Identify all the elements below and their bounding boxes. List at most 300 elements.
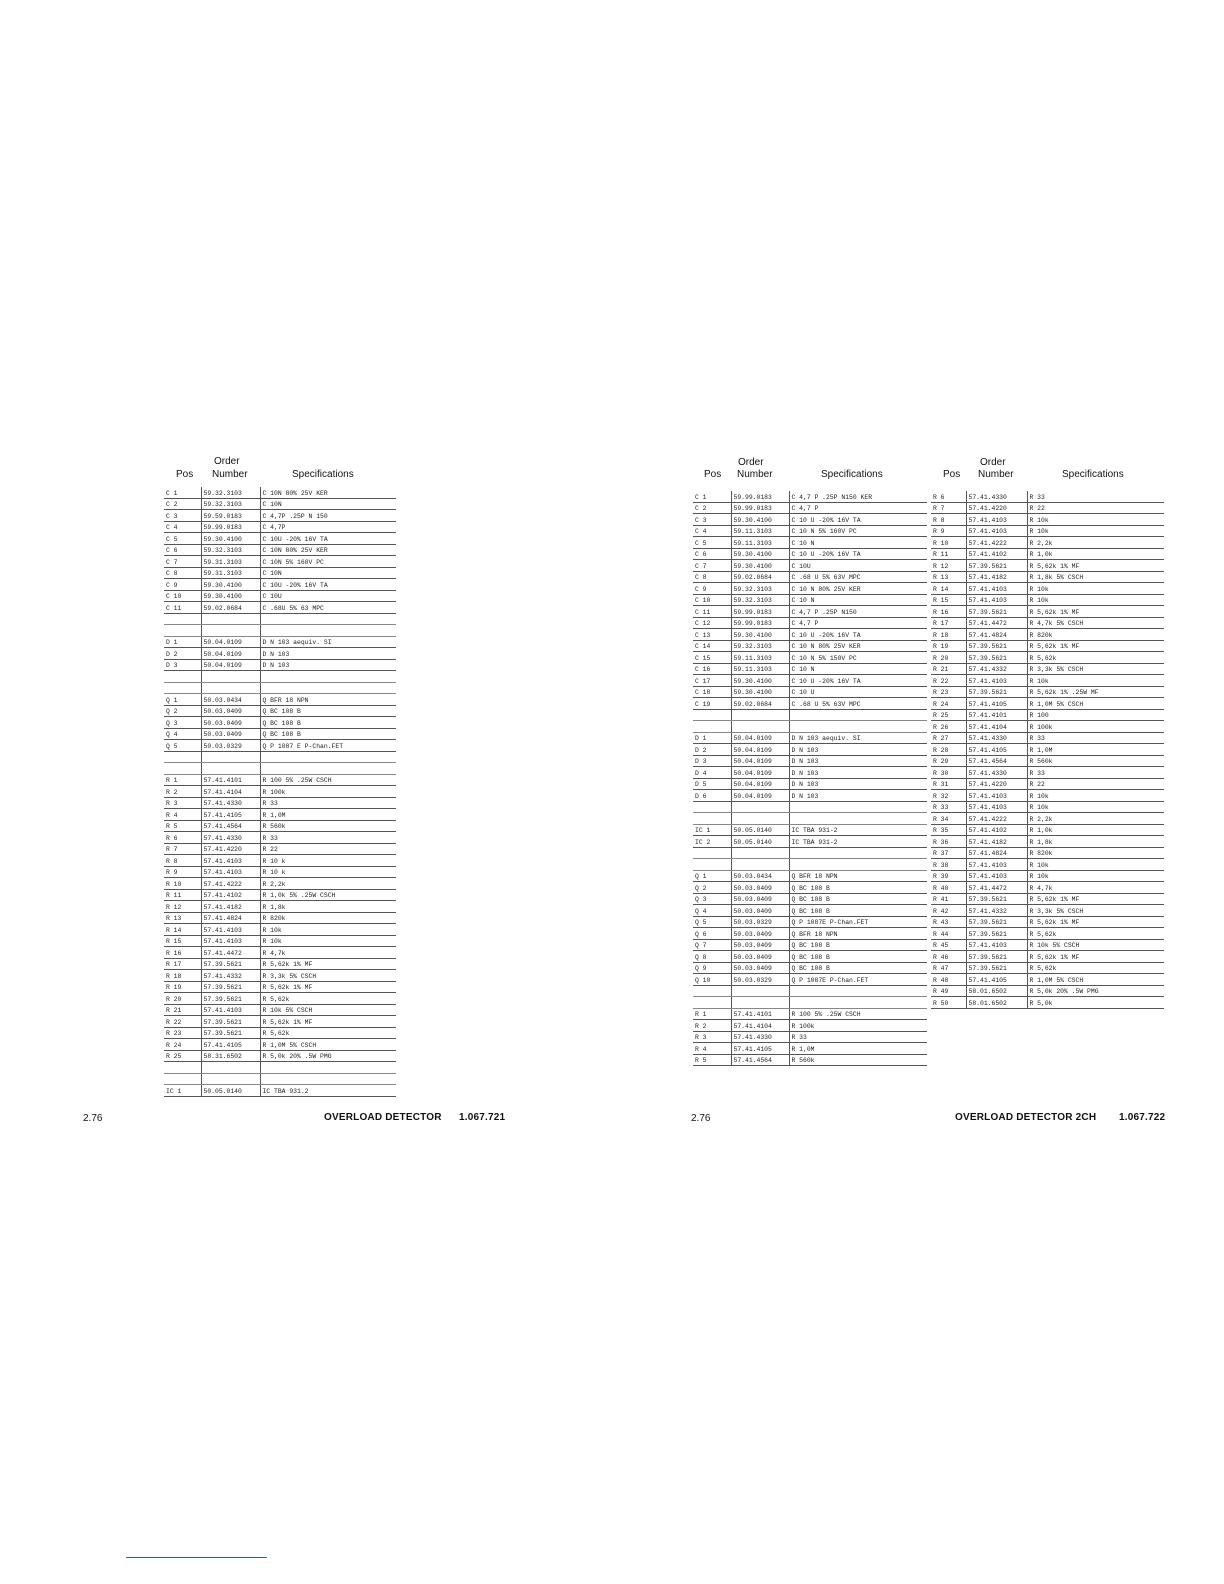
pos-cell: R 2 — [693, 1020, 731, 1032]
left-header-spec: Specifications — [292, 469, 354, 480]
pos-cell: R 6 — [164, 832, 201, 844]
parts-row — [693, 870, 927, 882]
pos-cell: Q 5 — [693, 916, 731, 928]
parts-row — [164, 705, 396, 717]
pos-cell — [164, 625, 201, 637]
parts-row — [164, 855, 396, 867]
parts-row — [164, 1027, 396, 1039]
order-number-cell: 57.41.4105 — [966, 974, 1027, 986]
parts-row — [164, 809, 396, 821]
order-number-cell: 57.41.4220 — [966, 778, 1027, 790]
pos-cell: R 32 — [931, 790, 966, 802]
parts-row — [693, 928, 927, 940]
pos-cell: R 47 — [931, 962, 966, 974]
order-number-cell: 57.39.5621 — [201, 958, 260, 970]
parts-row — [693, 824, 927, 836]
spec-cell: Q P 1087E P-Chan.FET — [789, 916, 927, 928]
pos-cell: C 19 — [693, 698, 731, 710]
order-number-cell: 57.41.4330 — [731, 1031, 789, 1043]
left-parts-table — [164, 487, 396, 1097]
order-number-cell: 59.11.3103 — [731, 652, 789, 664]
order-number-cell: 57.41.4104 — [966, 721, 1027, 733]
pos-cell: D 2 — [164, 648, 201, 660]
pos-cell: R 15 — [164, 935, 201, 947]
spec-cell: R 1,0M — [1027, 744, 1164, 756]
pos-cell: R 9 — [164, 866, 201, 878]
order-number-cell: 57.41.4103 — [966, 675, 1027, 687]
spec-cell: R 1,0M 5% CSCH — [1027, 698, 1164, 710]
parts-row — [931, 732, 1164, 744]
spec-cell: C 10N 80% 25V KER — [260, 487, 396, 498]
pos-cell: Q 1 — [693, 870, 731, 882]
parts-row — [164, 958, 396, 970]
order-number-cell: 57.41.4564 — [731, 1054, 789, 1066]
order-number-cell: 57.41.4103 — [966, 939, 1027, 951]
pos-cell: R 1 — [693, 1008, 731, 1020]
spec-cell: R 33 — [789, 1031, 927, 1043]
spec-cell: IC TBA 931.2 — [260, 1085, 396, 1097]
pos-cell: Q 7 — [693, 939, 731, 951]
order-number-cell: 59.31.3103 — [201, 556, 260, 568]
order-number-cell: 57.41.4472 — [966, 882, 1027, 894]
parts-row — [164, 843, 396, 855]
parts-row — [164, 901, 396, 913]
pos-cell: R 28 — [931, 744, 966, 756]
order-number-cell: 57.41.4824 — [966, 847, 1027, 859]
pos-cell: R 43 — [931, 916, 966, 928]
pos-cell: C 17 — [693, 675, 731, 687]
spec-cell — [260, 671, 396, 683]
parts-row — [693, 985, 927, 997]
pos-cell — [164, 751, 201, 763]
order-number-cell: 59.32.3103 — [201, 498, 260, 510]
spec-cell: R 10k — [1027, 514, 1164, 526]
order-number-cell: 59.11.3103 — [731, 663, 789, 675]
parts-row — [164, 1073, 396, 1085]
order-number-cell: 57.41.4103 — [966, 870, 1027, 882]
spec-cell: R 5,0k 20% .5W PMG — [260, 1050, 396, 1062]
order-number-cell — [731, 985, 789, 997]
spec-cell: R 10k — [1027, 525, 1164, 537]
pos-cell: C 12 — [693, 617, 731, 629]
spec-cell: C 10U -20% 16V TA — [260, 579, 396, 591]
order-number-cell: 57.41.4103 — [966, 801, 1027, 813]
spec-cell: Q BFR 18 NPN — [260, 694, 396, 706]
parts-row — [931, 755, 1164, 767]
spec-cell — [789, 709, 927, 721]
order-number-cell: 50.03.0409 — [731, 939, 789, 951]
spec-cell: D N 103 — [789, 767, 927, 779]
parts-row — [164, 786, 396, 798]
spec-cell: R 5,62k — [260, 993, 396, 1005]
order-number-cell: 59.99.0183 — [731, 491, 789, 502]
parts-row — [164, 533, 396, 545]
order-number-cell: 59.30.4100 — [731, 548, 789, 560]
right-header-spec-b: Specifications — [1062, 469, 1124, 480]
spec-cell: D N 103 — [789, 790, 927, 802]
spec-cell: R 33 — [1027, 732, 1164, 744]
spec-cell: D N 103 — [789, 778, 927, 790]
pos-cell: R 37 — [931, 847, 966, 859]
spec-cell: R 1,8k 5% CSCH — [1027, 571, 1164, 583]
parts-row — [931, 859, 1164, 871]
right-header-order-a: Order — [738, 457, 764, 468]
parts-row — [164, 889, 396, 901]
spec-cell: C 10N — [260, 567, 396, 579]
spec-cell: C 4,7P — [260, 521, 396, 533]
spec-cell — [260, 1073, 396, 1085]
parts-row — [693, 663, 927, 675]
parts-row — [164, 1050, 396, 1062]
order-number-cell: 57.41.4105 — [966, 698, 1027, 710]
right-page-number: 2.76 — [691, 1113, 711, 1124]
spec-cell: R 100 5% .25W CSCH — [789, 1008, 927, 1020]
spec-cell: C 10 U -20% 16V TA — [789, 675, 927, 687]
pos-cell: C 2 — [164, 498, 201, 510]
parts-row — [164, 912, 396, 924]
spec-cell — [260, 682, 396, 694]
pos-cell: D 3 — [164, 659, 201, 671]
pos-cell: Q 2 — [693, 882, 731, 894]
right-header-pos-b: Pos — [943, 469, 961, 480]
pos-cell: R 3 — [693, 1031, 731, 1043]
parts-row — [931, 813, 1164, 825]
spec-cell: R 100k — [789, 1020, 927, 1032]
spec-cell: C 10N — [260, 498, 396, 510]
pos-cell: C 10 — [693, 594, 731, 606]
spec-cell: R 33 — [1027, 491, 1164, 502]
pos-cell: Q 3 — [693, 893, 731, 905]
spec-cell: R 820k — [1027, 629, 1164, 641]
pos-cell — [693, 847, 731, 859]
parts-row — [693, 571, 927, 583]
parts-row — [931, 778, 1164, 790]
right-header-number-a: Number — [737, 469, 773, 480]
parts-row — [164, 970, 396, 982]
parts-row — [931, 686, 1164, 698]
parts-row — [693, 939, 927, 951]
order-number-cell: 57.39.5621 — [201, 1016, 260, 1028]
spec-cell: R 33 — [260, 797, 396, 809]
pos-cell: R 23 — [931, 686, 966, 698]
pos-cell: R 12 — [931, 560, 966, 572]
pos-cell: Q 10 — [693, 974, 731, 986]
order-number-cell: 57.41.4102 — [966, 824, 1027, 836]
order-number-cell — [731, 813, 789, 825]
right-page-title: OVERLOAD DETECTOR 2CH — [955, 1112, 1097, 1123]
spec-cell: R 560k — [260, 820, 396, 832]
pos-cell: R 42 — [931, 905, 966, 917]
pos-cell: Q 5 — [164, 740, 201, 752]
pos-cell — [164, 613, 201, 625]
spec-cell: R 1,0M — [789, 1043, 927, 1055]
order-number-cell: 57.41.4330 — [201, 797, 260, 809]
pos-cell: R 29 — [931, 755, 966, 767]
pos-cell: C 13 — [693, 629, 731, 641]
spec-cell: D N 103 — [789, 744, 927, 756]
spec-cell: R 10k — [1027, 870, 1164, 882]
order-number-cell: 59.99.0183 — [731, 606, 789, 618]
spec-cell: R 5,62k — [1027, 928, 1164, 940]
order-number-cell: 57.41.4105 — [201, 809, 260, 821]
left-page-title: OVERLOAD DETECTOR — [324, 1112, 442, 1123]
spec-cell — [789, 721, 927, 733]
parts-row — [693, 652, 927, 664]
order-number-cell: 57.41.4103 — [966, 514, 1027, 526]
pos-cell: C 4 — [164, 521, 201, 533]
parts-row — [931, 525, 1164, 537]
spec-cell: R 10k — [1027, 583, 1164, 595]
spec-cell: R 100 — [1027, 709, 1164, 721]
order-number-cell: 50.04.0109 — [731, 790, 789, 802]
parts-row — [693, 537, 927, 549]
pos-cell: R 14 — [164, 924, 201, 936]
parts-row — [164, 579, 396, 591]
left-header-number: Number — [212, 469, 248, 480]
spec-cell: R 10k — [1027, 675, 1164, 687]
parts-row — [164, 820, 396, 832]
order-number-cell: 57.41.4105 — [731, 1043, 789, 1055]
order-number-cell — [731, 709, 789, 721]
order-number-cell: 58.31.6502 — [201, 1050, 260, 1062]
pos-cell: C 9 — [693, 583, 731, 595]
pos-cell — [693, 985, 731, 997]
order-number-cell: 57.39.5621 — [966, 686, 1027, 698]
parts-row — [931, 583, 1164, 595]
pos-cell: C 9 — [164, 579, 201, 591]
pos-cell: C 15 — [693, 652, 731, 664]
order-number-cell: 59.32.3103 — [731, 583, 789, 595]
pos-cell: C 6 — [693, 548, 731, 560]
pos-cell: R 25 — [164, 1050, 201, 1062]
order-number-cell: 57.41.4220 — [966, 502, 1027, 514]
order-number-cell: 59.30.4100 — [731, 560, 789, 572]
parts-row — [931, 514, 1164, 526]
order-number-cell: 57.41.4222 — [966, 813, 1027, 825]
pos-cell: R 9 — [931, 525, 966, 537]
pos-cell: R 5 — [164, 820, 201, 832]
spec-cell: Q BC 108 B — [260, 728, 396, 740]
pos-cell: R 35 — [931, 824, 966, 836]
pos-cell: R 8 — [164, 855, 201, 867]
order-number-cell: 57.41.4182 — [201, 901, 260, 913]
parts-row — [931, 744, 1164, 756]
pos-cell: Q 9 — [693, 962, 731, 974]
pos-cell: R 13 — [931, 571, 966, 583]
spec-cell — [789, 801, 927, 813]
spec-cell: R 5,62k 1% MF — [1027, 606, 1164, 618]
spec-cell — [260, 1062, 396, 1074]
parts-row — [164, 498, 396, 510]
order-number-cell: 57.39.5621 — [966, 606, 1027, 618]
spec-cell: C 4,7P .25P N 150 — [260, 510, 396, 522]
spec-cell: R 5,62k — [260, 1027, 396, 1039]
pos-cell: R 24 — [931, 698, 966, 710]
pos-cell: C 18 — [693, 686, 731, 698]
parts-row — [931, 824, 1164, 836]
spec-cell — [260, 625, 396, 637]
order-number-cell: 50.04.0109 — [731, 767, 789, 779]
parts-row — [931, 640, 1164, 652]
order-number-cell: 59.02.0684 — [731, 571, 789, 583]
spec-cell: IC TBA 931-2 — [789, 836, 927, 848]
order-number-cell: 50.04.0109 — [201, 659, 260, 671]
order-number-cell: 57.41.4330 — [966, 732, 1027, 744]
spec-cell: R 33 — [260, 832, 396, 844]
order-number-cell: 57.41.4103 — [966, 790, 1027, 802]
parts-row — [693, 675, 927, 687]
order-number-cell: 57.41.4101 — [966, 709, 1027, 721]
pos-cell: R 27 — [931, 732, 966, 744]
pos-cell: R 22 — [931, 675, 966, 687]
pos-cell: R 16 — [164, 947, 201, 959]
right-header-number-b: Number — [978, 469, 1014, 480]
pos-cell — [164, 763, 201, 775]
parts-row — [164, 1085, 396, 1097]
parts-row — [931, 985, 1164, 997]
pos-cell: R 4 — [164, 809, 201, 821]
order-number-cell: 57.39.5621 — [966, 893, 1027, 905]
order-number-cell: 57.39.5621 — [966, 640, 1027, 652]
pos-cell: R 18 — [931, 629, 966, 641]
parts-row — [693, 732, 927, 744]
order-number-cell: 59.31.3103 — [201, 567, 260, 579]
pos-cell: R 31 — [931, 778, 966, 790]
order-number-cell — [201, 763, 260, 775]
parts-row — [931, 606, 1164, 618]
parts-row — [931, 721, 1164, 733]
pos-cell: R 2 — [164, 786, 201, 798]
order-number-cell — [201, 613, 260, 625]
parts-row — [164, 648, 396, 660]
order-number-cell: 57.41.4182 — [966, 836, 1027, 848]
left-page-code: 1.067.721 — [459, 1112, 506, 1123]
pos-cell: R 21 — [931, 663, 966, 675]
pos-cell: R 22 — [164, 1016, 201, 1028]
parts-row — [164, 613, 396, 625]
order-number-cell: 57.41.4103 — [201, 935, 260, 947]
order-number-cell — [731, 847, 789, 859]
pos-cell: C 1 — [693, 491, 731, 502]
order-number-cell — [201, 1062, 260, 1074]
pos-cell: R 38 — [931, 859, 966, 871]
spec-cell — [789, 859, 927, 871]
pos-cell: D 5 — [693, 778, 731, 790]
parts-row — [164, 682, 396, 694]
parts-row — [693, 997, 927, 1009]
spec-cell — [789, 813, 927, 825]
pos-cell: R 18 — [164, 970, 201, 982]
parts-row — [693, 698, 927, 710]
right-page-code: 1.067.722 — [1119, 1112, 1166, 1123]
pos-cell: R 7 — [164, 843, 201, 855]
order-number-cell: 50.04.0109 — [731, 732, 789, 744]
parts-row — [164, 763, 396, 775]
parts-row — [693, 893, 927, 905]
parts-row — [164, 487, 396, 498]
spec-cell: R 33 — [1027, 767, 1164, 779]
order-number-cell: 57.41.4103 — [201, 866, 260, 878]
order-number-cell: 50.04.0109 — [201, 648, 260, 660]
order-number-cell: 50.04.0109 — [731, 755, 789, 767]
parts-row — [931, 652, 1164, 664]
parts-row — [693, 1020, 927, 1032]
spec-cell: C 10 U -20% 16V TA — [789, 514, 927, 526]
parts-row — [164, 1004, 396, 1016]
parts-row — [164, 947, 396, 959]
pos-cell: R 23 — [164, 1027, 201, 1039]
parts-row — [693, 640, 927, 652]
pos-cell: R 17 — [931, 617, 966, 629]
parts-row — [693, 525, 927, 537]
pos-cell: D 3 — [693, 755, 731, 767]
parts-row — [693, 744, 927, 756]
pos-cell: R 45 — [931, 939, 966, 951]
spec-cell: Q P 1087E P-Chan.FET — [789, 974, 927, 986]
parts-row — [693, 629, 927, 641]
pos-cell: R 5 — [693, 1054, 731, 1066]
parts-row — [693, 502, 927, 514]
order-number-cell: 50.03.0409 — [731, 962, 789, 974]
order-number-cell: 57.41.4564 — [201, 820, 260, 832]
spec-cell: R 10k — [1027, 801, 1164, 813]
pos-cell: R 50 — [931, 997, 966, 1009]
pos-cell: IC 2 — [693, 836, 731, 848]
parts-row — [931, 962, 1164, 974]
pos-cell: C 5 — [693, 537, 731, 549]
pos-cell: D 2 — [693, 744, 731, 756]
spec-cell: C 4,7 P .25P N150 — [789, 606, 927, 618]
spec-cell: D N 103 aequiv. SI — [260, 636, 396, 648]
pos-cell: R 19 — [164, 981, 201, 993]
pos-cell: Q 3 — [164, 717, 201, 729]
order-number-cell: 50.05.0140 — [731, 836, 789, 848]
spec-cell: R 1,8k — [1027, 836, 1164, 848]
order-number-cell: 59.02.0684 — [201, 602, 260, 614]
pos-cell: D 1 — [693, 732, 731, 744]
spec-cell: C 10 N 5% 150V PC — [789, 652, 927, 664]
pos-cell: R 20 — [931, 652, 966, 664]
pos-cell: R 34 — [931, 813, 966, 825]
spec-cell: IC TBA 931-2 — [789, 824, 927, 836]
spec-cell: C 10U -20% 16V TA — [260, 533, 396, 545]
order-number-cell — [201, 1073, 260, 1085]
order-number-cell: 50.03.0409 — [201, 717, 260, 729]
order-number-cell: 57.41.4182 — [966, 571, 1027, 583]
spec-cell: D N 103 aequiv. SI — [789, 732, 927, 744]
left-header-order: Order — [214, 456, 240, 467]
spec-cell: C 10 N 80% 25V KER — [789, 583, 927, 595]
spec-cell: Q P 1087 E P-Chan.FET — [260, 740, 396, 752]
parts-row — [931, 537, 1164, 549]
order-number-cell: 57.41.4472 — [201, 947, 260, 959]
pos-cell: R 12 — [164, 901, 201, 913]
spec-cell: R 5,62k — [1027, 962, 1164, 974]
spec-cell: R 560k — [1027, 755, 1164, 767]
order-number-cell: 57.41.4103 — [201, 855, 260, 867]
pos-cell — [693, 721, 731, 733]
order-number-cell: 59.32.3103 — [201, 487, 260, 498]
order-number-cell: 50.03.0409 — [731, 882, 789, 894]
parts-row — [931, 882, 1164, 894]
parts-row — [164, 602, 396, 614]
spec-cell — [260, 613, 396, 625]
parts-row — [693, 962, 927, 974]
order-number-cell: 57.41.4330 — [966, 767, 1027, 779]
parts-row — [164, 935, 396, 947]
spec-cell: R 1,0k — [1027, 548, 1164, 560]
pos-cell: R 19 — [931, 640, 966, 652]
